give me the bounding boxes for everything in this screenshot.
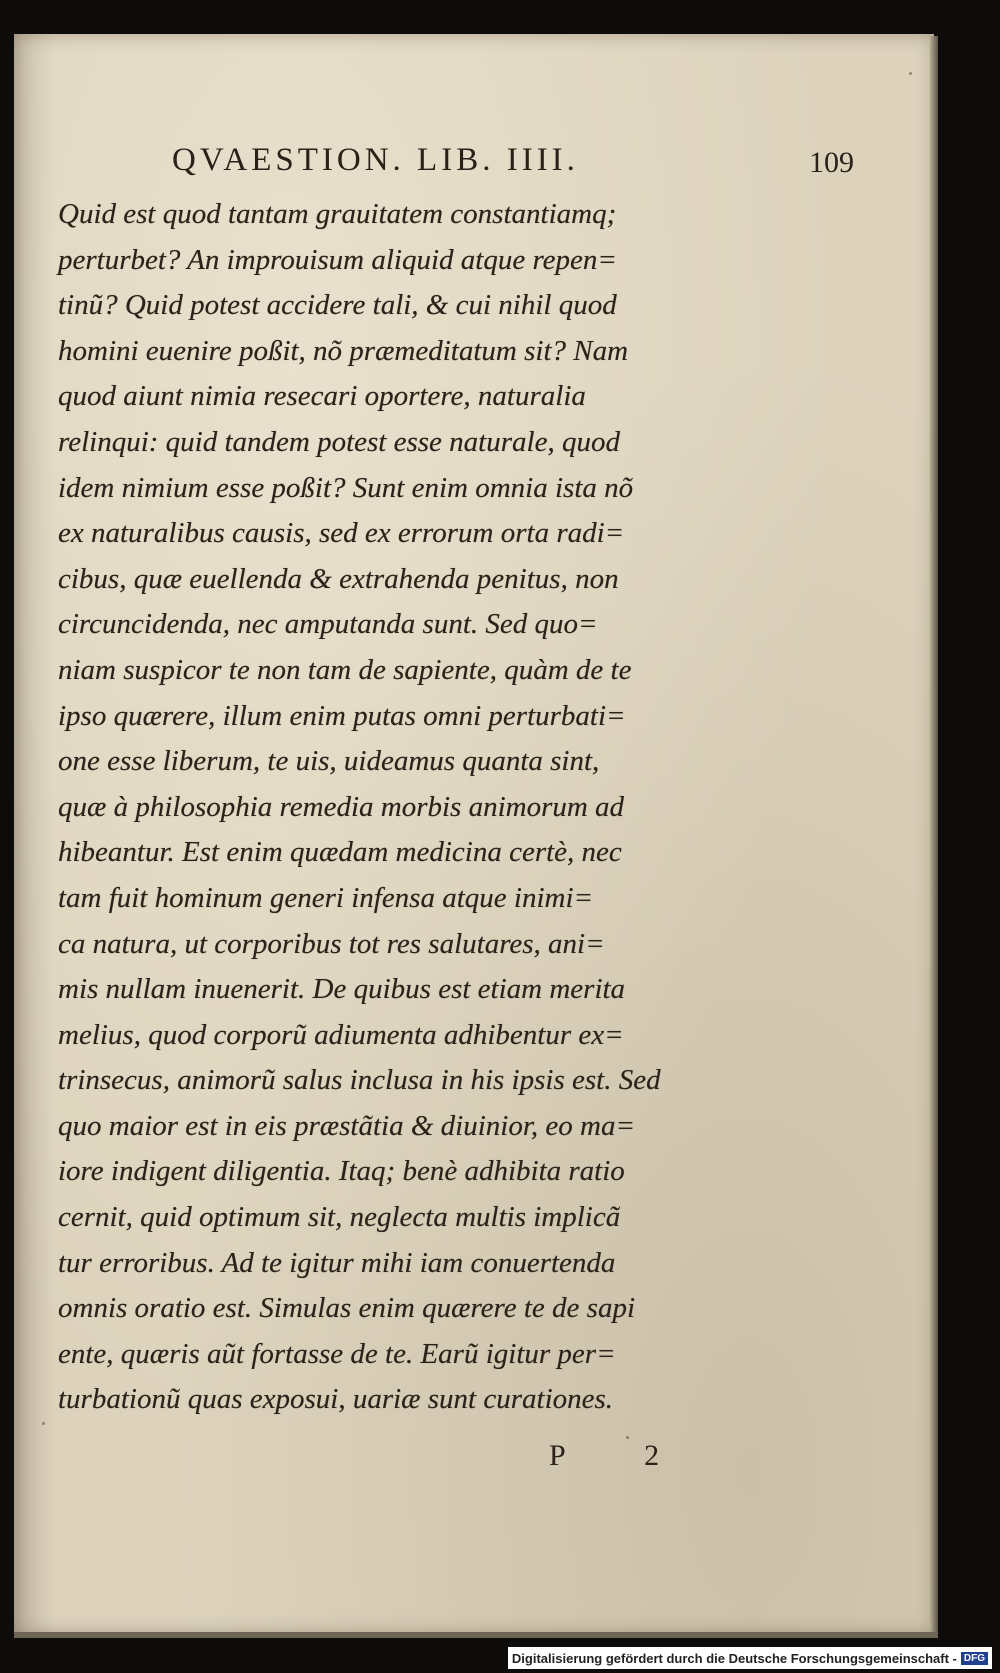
text-line: iore indigent diligentia. Itaq; benè adhibita ratio xyxy=(58,1155,625,1188)
book-page xyxy=(14,34,934,1634)
text-line: trinsecus, animorũ salus inclusa in his ipsis est. Sed xyxy=(58,1064,661,1097)
text-line: one esse liberum, te uis, uideamus quanta sint, xyxy=(58,745,600,778)
paper-speck xyxy=(909,72,912,75)
text-line: ipso quærere, illum enim putas omni perturbati= xyxy=(58,699,626,732)
paper-speck xyxy=(42,1422,45,1425)
text-line: Quid est quod tantam grauitatem constantiamq; xyxy=(58,198,617,230)
text-line: quæ à philosophia remedia morbis animorum ad xyxy=(58,790,625,823)
text-line: turbationũ quas exposui, uariæ sunt curationes. xyxy=(58,1383,614,1416)
folio-number: 109 xyxy=(809,146,854,179)
text-line: perturbet? An improuisum aliquid atque repen= xyxy=(58,243,617,276)
dfg-logo-icon: DFG xyxy=(961,1652,988,1665)
text-line: tinũ? Quid potest accidere tali, & cui nihil quod xyxy=(58,289,617,322)
text-line: tur erroribus. Ad te igitur mihi iam conuertenda xyxy=(58,1246,616,1279)
text-line: ex naturalibus causis, sed ex errorum orta radi= xyxy=(58,517,625,550)
text-line: quod aiunt nimia resecari oportere, naturalia xyxy=(58,380,586,413)
text-line: hibeantur. Est enim quædam medicina certè, nec xyxy=(58,836,622,869)
text-line: idem nimium esse poßit? Sunt enim omnia ista nõ xyxy=(58,471,634,504)
text-line: homini euenire poßit, nõ præmeditatum sit? Nam xyxy=(58,334,629,367)
text-line: omnis oratio est. Simulas enim quærere te de sapi xyxy=(58,1292,636,1325)
running-head xyxy=(134,142,884,192)
body-text xyxy=(58,192,758,1423)
text-line: melius, quod corporũ adiumenta adhibentur ex= xyxy=(58,1018,624,1051)
text-line: quo maior est in eis præstãtia & diuinior, eo ma= xyxy=(58,1109,636,1142)
text-line: circuncidenda, nec amputanda sunt. Sed quo= xyxy=(58,608,598,641)
page-bottom-edge xyxy=(14,1632,938,1638)
text-line: mis nullam inuenerit. De quibus est etiam merita xyxy=(58,973,626,1006)
digitization-credit xyxy=(508,1647,992,1669)
running-title: QVAESTION. LIB. IIII. xyxy=(172,142,579,178)
paper-speck xyxy=(626,1436,629,1439)
text-line: ente, quæris aũt fortasse de te. Earũ igitur per= xyxy=(58,1337,616,1370)
page-edge xyxy=(930,36,938,1632)
text-line: relinqui: quid tandem potest esse naturale, quod xyxy=(58,425,620,458)
text-line: cernit, quid optimum sit, neglecta multis implicã xyxy=(58,1201,621,1234)
credit-text: Digitalisierung gefördert durch die Deutsche Forschungsgemeinschaft - xyxy=(511,1650,957,1666)
text-line: niam suspicor te non tam de sapiente, quàm de te xyxy=(58,653,632,686)
text-line: ca natura, ut corporibus tot res salutares, ani= xyxy=(58,927,605,960)
text-line: tam fuit hominum generi infensa atque inimi= xyxy=(58,881,594,914)
signature-mark: P 2 xyxy=(549,1439,696,1472)
text-line: cibus, quæ euellenda & extrahenda penitus, non xyxy=(58,562,619,595)
